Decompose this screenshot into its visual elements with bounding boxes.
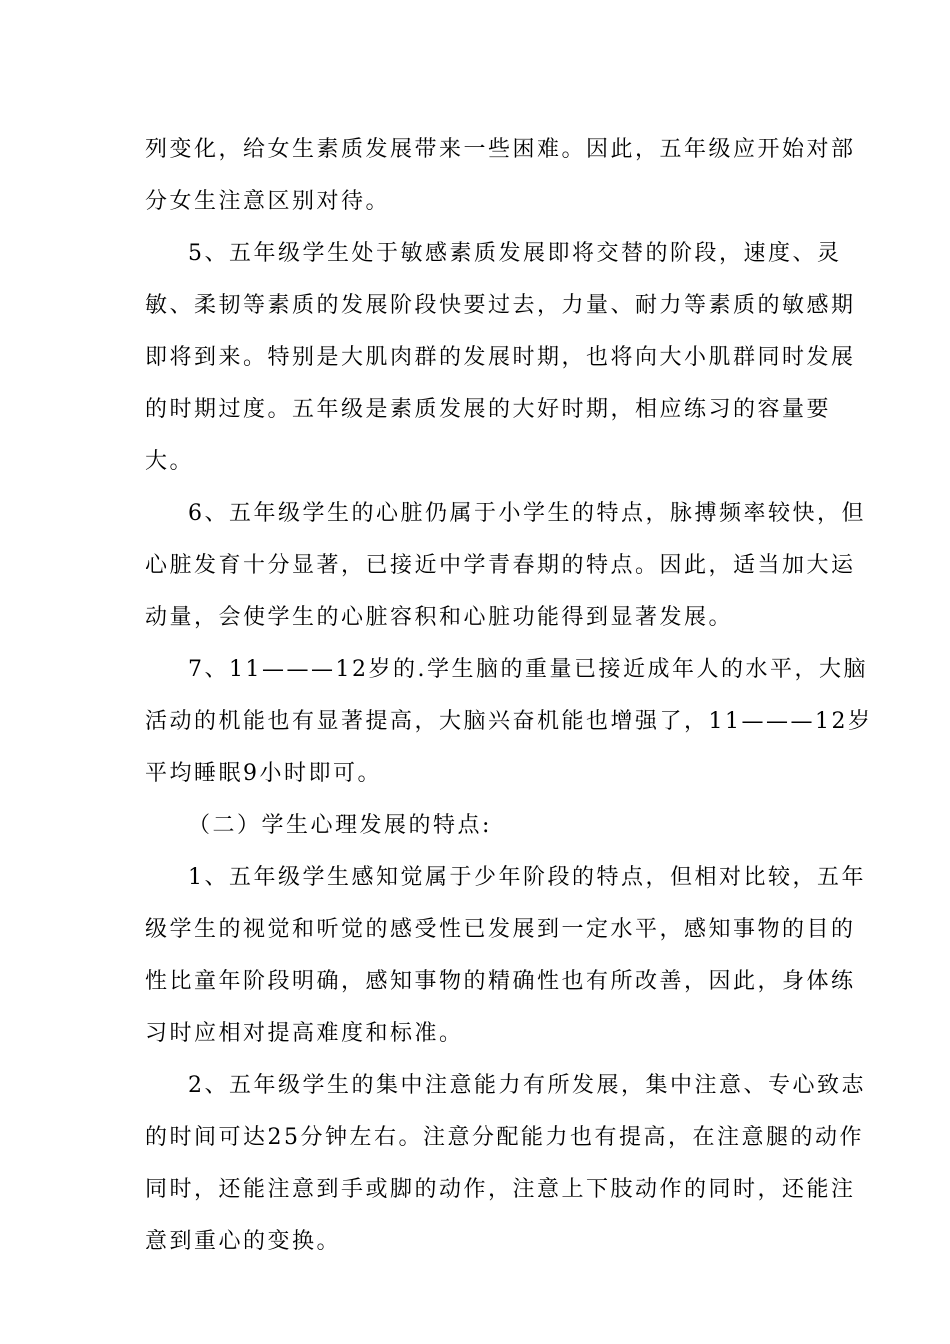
text-line: 的时间可达25分钟左右。注意分配能力也有提高，在注意腿的动作 [145,1125,864,1150]
text-line: 同时，还能注意到手或脚的动作，注意上下肢动作的同时，还能注 [145,1177,856,1202]
text-line: 意到重心的变换。 [145,1229,342,1254]
section-heading: （二）学生心理发展的特点: [188,813,492,838]
paragraph-5-first-line: 5、五年级学生处于敏感素质发展即将交替的阶段，速度、灵 [188,241,842,266]
text-line: 列变化，给女生素质发展带来一些困难。因此，五年级应开始对部 [145,137,856,162]
paragraph-6-first-line: 6、五年级学生的心脏仍属于小学生的特点，脉搏频率较快，但 [188,501,866,526]
text-line: 大。 [145,449,195,474]
text-line: 性比童年阶段明确，感知事物的精确性也有所改善，因此，身体练 [145,969,856,994]
text-line: 习时应相对提高难度和标准。 [145,1021,464,1046]
text-line: 即将到来。特别是大肌肉群的发展时期，也将向大小肌群同时发展 [145,345,856,370]
paragraph-1-first-line: 1、五年级学生感知觉属于少年阶段的特点，但相对比较，五年 [188,865,866,890]
text-line: 动量，会使学生的心脏容积和心脏功能得到显著发展。 [145,605,734,630]
text-line: 活动的机能也有显著提高，大脑兴奋机能也增强了，11———12岁 [145,709,873,734]
paragraph-2-first-line: 2、五年级学生的集中注意能力有所发展，集中注意、专心致志 [188,1073,866,1098]
text-line: 心脏发育十分显著，已接近中学青春期的特点。因此，适当加大运 [145,553,856,578]
text-line: 的时期过度。五年级是素质发展的大好时期，相应练习的容量要 [145,397,832,422]
text-line: 级学生的视觉和听觉的感受性已发展到一定水平，感知事物的目的 [145,917,856,942]
paragraph-7-first-line: 7、11———12岁的.学生脑的重量已接近成年人的水平，大脑 [188,657,868,682]
text-line: 敏、柔韧等素质的发展阶段快要过去，力量、耐力等素质的敏感期 [145,293,856,318]
text-line: 分女生注意区别对待。 [145,189,391,214]
text-line: 平均睡眠9小时即可。 [145,761,382,786]
